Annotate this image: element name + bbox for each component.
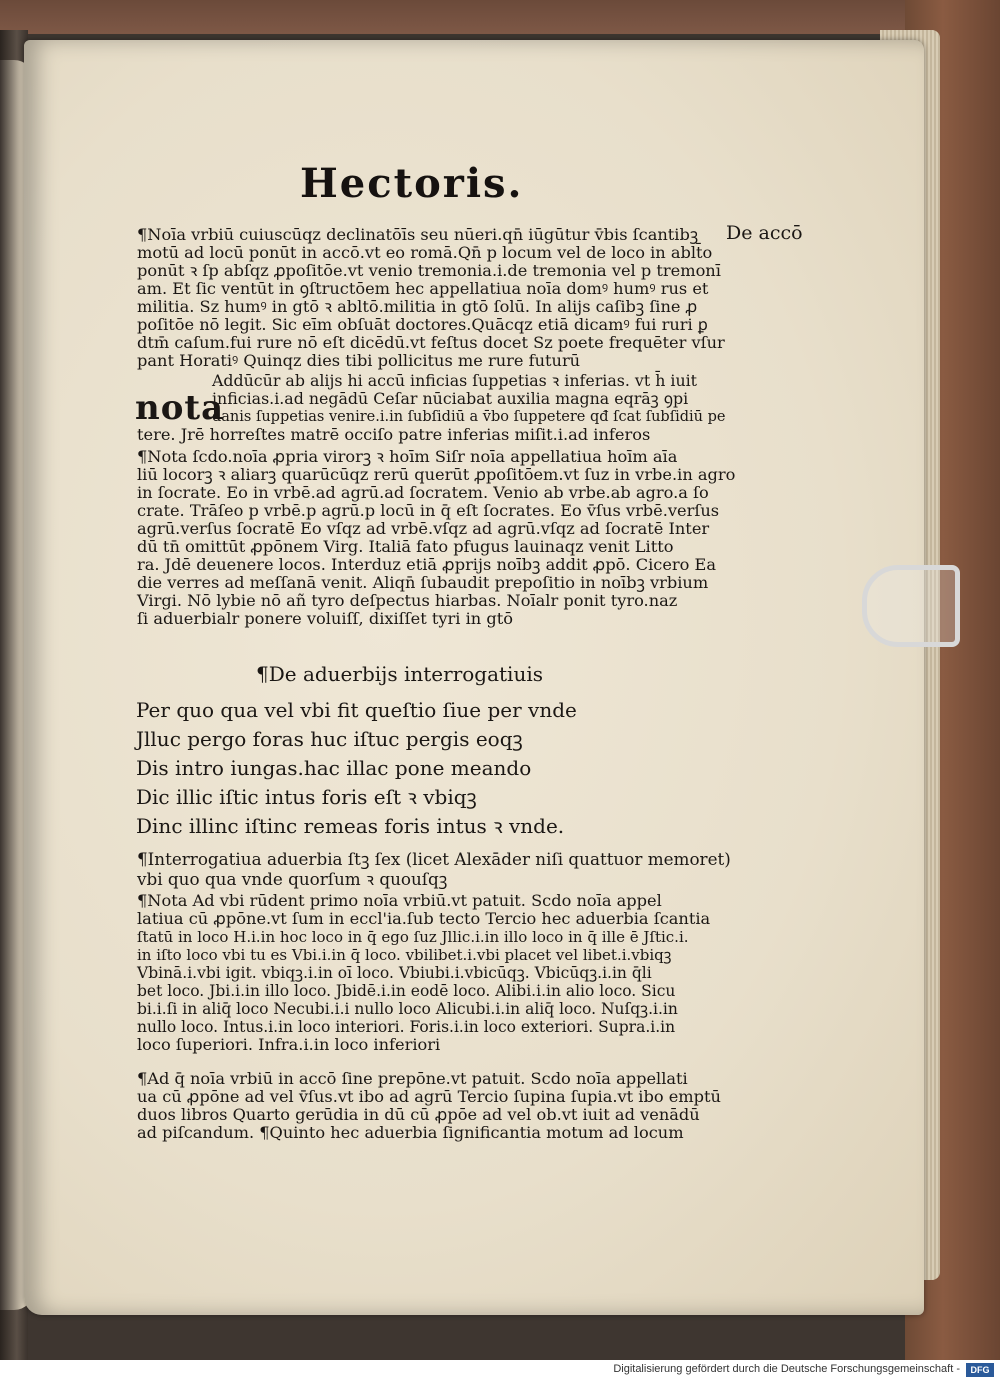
text-line: agrū.verſus ſocratē Eo vſqz ad vrbē.vſqz ad agrū.vſqz ad ſocratē Inter	[137, 519, 710, 538]
page-clip	[862, 565, 960, 647]
text-line: tere. Jrē horreſtes matrē occiſo patre inferias miſit.i.ad inferos	[137, 425, 651, 444]
text-line: motū ad locū ponūt in accō.vt eo romā.Qn̄ p locum vel de loco in ablt̄o	[137, 243, 713, 262]
text-line: die verres ad meſſanā venit. Aliqn̄ ſubaudit prepoſitio in noībꝫ vrbium	[137, 573, 709, 592]
text-line: in iſto loco vbi tu es Vbi.i.in q̄ loco. vbilibet.i.vbi placet vel libet.i.vbiqꝫ	[137, 946, 672, 964]
text-line: Virgi. Nō lybie nō añ tyro deſpectus hiarbas. Noīalr ponit tyro.naz	[137, 591, 678, 610]
text-line: ¶Nota ſcdo.noīa ꝓpria virorꝫ ꝛ hoīm Siſr noīa appellatiua hoīm aīa	[137, 447, 678, 466]
text-line: loco ſuperiori. Infra.i.in loco inferiori	[137, 1035, 441, 1054]
margin-note: De accō	[726, 222, 803, 244]
text-line: ¶Interrogatiua aduerbia ſtꝫ ſex (licet Alexāder niſi quattuor memoret)	[137, 849, 731, 869]
text-line: bet loco. Jbi.i.in illo loco. Jbidē.i.in eodē loco. Alibi.i.in alio loco. Sicu	[137, 982, 676, 1000]
text-line: ſtatū in loco H.i.in hoc loco in q̄ ego ſuz Jllic.i.in illo loco in q̄ ille ē Jſtic.i.	[137, 928, 689, 946]
text-line: ponūt ꝛ ſp abſqz ꝓpoſitōe.vt venio tremonia.i.de tremonia vel p tremonī	[137, 261, 721, 280]
text-line: ¶Nota Ad vbi rūdent primo noīa vrbiū.vt patuit. Scdo noīa appel	[137, 891, 662, 910]
text-line: bi.i.ſi in aliq̄ loco Necubi.i.i nullo loco Alicubi.i.in aliq̄ loco. Nuſqꝫ.i.in	[137, 1000, 678, 1018]
text-line: danis ſuppetias venire.i.in ſubſidiū a v̄bo ſuppetere qđ ſcat ſubſidiū pe	[212, 409, 726, 425]
text-line: duos libros Quarto gerūdia in dū cū ꝓpōe ad vel ob.vt iuit ad venādū	[137, 1105, 700, 1124]
footer-bar	[0, 1360, 1000, 1381]
nota-initial: nota	[135, 388, 225, 428]
text-line: ſi aduerbialr ponere voluiſſ, dixiſſet tyri in gtō	[137, 609, 513, 628]
book-cover-top	[0, 0, 1000, 34]
verse-line: Dic illic iſtic intus foris eſt ꝛ vbiqꝫ	[136, 785, 477, 809]
text-line: ua cū ꝓpōne ad vel v̄ſus.vt ibo ad agrū Tercio ſupina ſupia.vt ibo emptū	[137, 1087, 721, 1106]
text-line: pant Horatiꝰ Quinqz dies tibi pollicitus me rure futurū	[137, 351, 581, 370]
verse-line: Jlluc pergo foras huc iſtuc pergis eoqꝫ	[136, 727, 523, 751]
text-line: latiua cū ꝓpōne.vt ſum in eccl'ia.ſub tecto Tercio hec aduerbia ſcantia	[137, 909, 711, 928]
text-line: crate. Trāſeo p vrbē.p agrū.p locū in q̄ eſt ſocrates. Eo v̄ſus vrbē.verſus	[137, 501, 720, 520]
text-line: ¶Ad q̄ noīa vrbiū in accō ſine prepōne.vt patuit. Scdo noīa appellati	[137, 1069, 688, 1088]
verse-line: Dinc illinc iſtinc remeas foris intus ꝛ vnde.	[136, 814, 565, 838]
text-line: inficias.i.ad negādū Ceſar nūciabat auxilia magna eqrāꝫ ꝯpi	[212, 389, 689, 408]
text-line: nullo loco. Intus.i.in loco interiori. Foris.i.in loco exteriori. Supra.i.in	[137, 1018, 676, 1036]
text-line: vbi quo qua vnde quorſum ꝛ quouſqꝫ	[137, 869, 448, 889]
text-line: Addūcūr ab alijs hi accū inficias ſuppetias ꝛ inferias. vt h̄ iuit	[212, 371, 698, 390]
text-line: ad piſcandum. ¶Quinto hec aduerbia ſignificantia motum ad locum	[137, 1123, 684, 1142]
text-line: dū tn̄ omittūt ꝓpōnem Virg. Italiā fato pfugus lauinaqz venit Litto	[137, 537, 674, 556]
section-heading: ¶De aduerbijs interrogatiuis	[256, 662, 543, 686]
verse-line: Per quo qua vel vbi fit queſtio ſiue per vnde	[136, 698, 577, 722]
text-line: poſitōe nō legit. Sic eīm obſuāt doctores.Quācqz etiā dicamꝰ fui ruri ꝑ	[137, 315, 708, 334]
text-line: ra. Jdē deuenere locos. Interduz etiā ꝓprijs noībꝫ addit ꝓpō. Cicero Ea	[137, 555, 717, 574]
text-line: ¶Noīa vrbiū cuiuscūqz declinatōīs seu nūeri.qn̄ iūgūtur v̄bis ſcantibꝫ	[137, 225, 699, 244]
text-line: dtm̄ caſum.fui rure nō eſt dicēdū.vt feſtus docet Sz poete frequēter vſur	[137, 333, 725, 352]
dfg-logo: DFG	[966, 1363, 994, 1377]
text-line: liū locorꝫ ꝛ aliarꝫ quarūcūqz rerū querūt ꝓpoſitōem.vt ſuz in vrbe.in agro	[137, 465, 736, 484]
text-line: am. Et ſic ventūt in ꝯſtructōem hec appellatiua noīa domꝰ humꝰ rus et	[137, 279, 709, 298]
dfg-credit: Digitalisierung gefördert durch die Deutsche Forschungsgemeinschaft -	[613, 1363, 960, 1375]
verse-line: Dis intro iungas.hac illac pone meando	[136, 756, 532, 780]
text-line: in ſocrate. Eo in vrbē.ad agrū.ad ſocratem. Venio ab vrbe.ab agro.a ſo	[137, 483, 709, 502]
text-line: militia. Sz humꝰ in gtō ꝛ abltō.militia in gtō ſolū. In alijs caſibꝫ ſine ꝓ	[137, 297, 698, 316]
text-line: Vbinā.i.vbi igit. vbiqꝫ.i.in oī loco. Vbiubi.i.vbicūqꝫ. Vbicūqꝫ.i.in q̄li	[137, 964, 652, 982]
page-title: Hectoris.	[300, 160, 524, 207]
